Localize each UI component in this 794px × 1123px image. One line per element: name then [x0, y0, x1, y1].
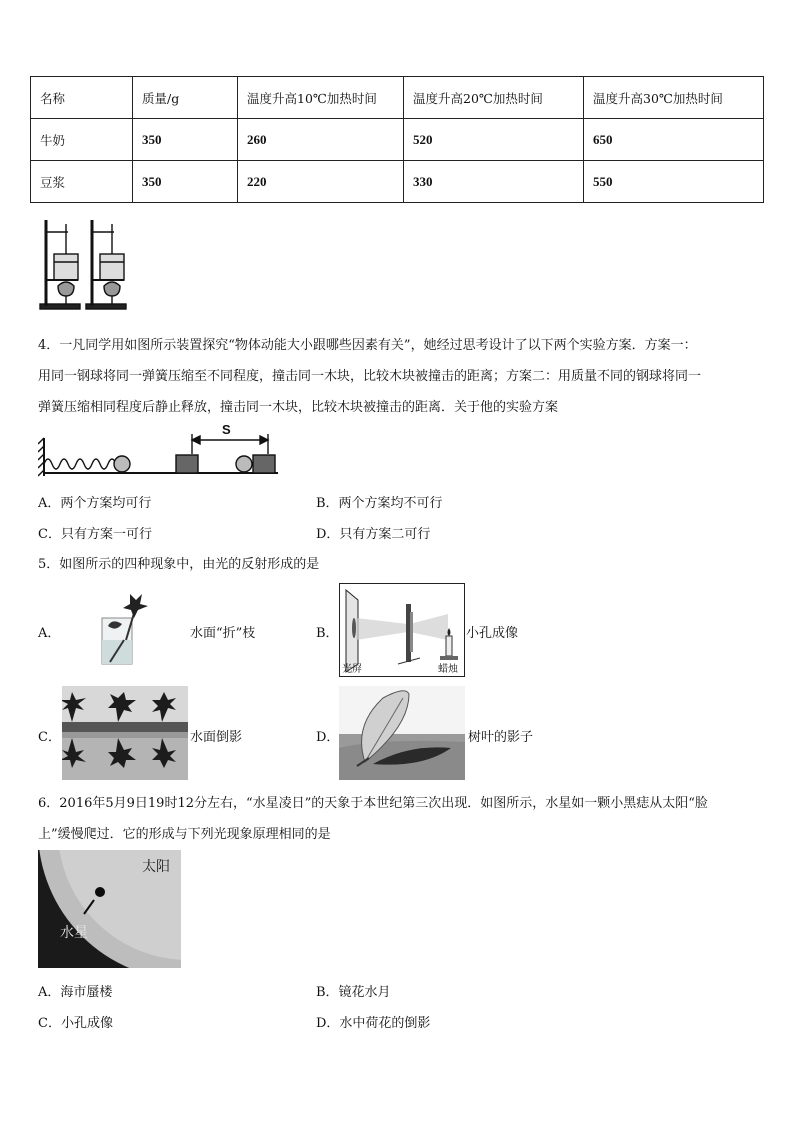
table-header-cell: 温度升高10℃加热时间 [238, 77, 404, 119]
q4-option-b[interactable]: B．两个方案均不可行 [316, 496, 443, 511]
question-4-line-1: 4．一凡同学用如图所示装置探究“物体动能大小跟哪些因素有关”，她经过思考设计了以下两个实验方案．方案一： [38, 338, 697, 353]
distance-label: S [222, 422, 231, 437]
q5-option-a-image [98, 590, 156, 670]
question-4-line-2: 用同一钢球将同一弹簧压缩至不同程度，撞击同一木块，比较木块被撞击的距离；方案二：用质量不同的钢球将同一 [38, 369, 702, 384]
table-row [31, 161, 764, 203]
table-header-cell: 温度升高30℃加热时间 [584, 77, 764, 119]
q5-option-a-letter[interactable]: A． [38, 626, 61, 641]
data-table [30, 76, 764, 203]
table-cell: 260 [238, 119, 404, 161]
table-row [31, 119, 764, 161]
question-6-line-1: 6．2016年5月9日19时12分左右，“水星凌日”的天象于本世纪第三次出现．如图所示，水星如一颗小黑痣从太阳“脸 [38, 796, 708, 811]
q4-option-c[interactable]: C．只有方案一可行 [38, 527, 152, 542]
q5-option-c-caption: 水面倒影 [190, 730, 243, 745]
table-cell: 350 [133, 161, 238, 203]
q5-option-b-image [339, 583, 465, 677]
sun-label: 太阳 [142, 859, 170, 875]
q5-option-d-caption: 树叶的影子 [468, 730, 534, 745]
mercury-transit-image [38, 850, 181, 968]
table-header-cell: 名称 [31, 77, 133, 119]
q5-option-d-letter[interactable]: D． [316, 730, 340, 745]
table-cell: 豆浆 [31, 161, 133, 203]
table-header-cell: 质量/g [133, 77, 238, 119]
table-cell: 550 [584, 161, 764, 203]
q5-option-b-caption: 小孔成像 [466, 626, 519, 641]
q5-option-c-image [62, 686, 188, 780]
q6-option-b[interactable]: B．镜花水月 [316, 985, 391, 1000]
q6-option-c[interactable]: C．小孔成像 [38, 1016, 113, 1031]
table-cell: 520 [404, 119, 584, 161]
q6-option-d[interactable]: D．水中荷花的倒影 [316, 1016, 431, 1031]
q5-option-d-image [339, 686, 465, 780]
q4-option-a[interactable]: A．两个方案均可行 [38, 496, 152, 511]
screen-label: 光屏 [342, 664, 362, 675]
question-4-line-3: 弹簧压缩相同程度后静止释放，撞击同一木块，比较木块被撞击的距离．关于他的实验方案 [38, 400, 559, 415]
table-header-cell: 温度升高20℃加热时间 [404, 77, 584, 119]
q5-option-a-caption: 水面“折”枝 [190, 626, 256, 641]
table-cell: 牛奶 [31, 119, 133, 161]
question-5-stem: 5．如图所示的四种现象中，由光的反射形成的是 [38, 557, 320, 572]
mercury-label: 水星 [60, 925, 88, 941]
q6-option-a[interactable]: A．海市蜃楼 [38, 985, 113, 1000]
heating-apparatus-figure [38, 216, 130, 312]
spring-ball-block-figure [38, 424, 282, 480]
q4-option-d[interactable]: D．只有方案二可行 [316, 527, 431, 542]
table-cell: 220 [238, 161, 404, 203]
table-cell: 650 [584, 119, 764, 161]
question-6-line-2: 上”缓慢爬过．它的形成与下列光现象原理相同的是 [38, 827, 331, 842]
candle-label: 蜡烛 [438, 664, 458, 675]
q5-option-b-letter[interactable]: B． [316, 626, 339, 641]
table-cell: 330 [404, 161, 584, 203]
table-cell: 350 [133, 119, 238, 161]
q5-option-c-letter[interactable]: C． [38, 730, 61, 745]
table-header-row [31, 77, 764, 119]
